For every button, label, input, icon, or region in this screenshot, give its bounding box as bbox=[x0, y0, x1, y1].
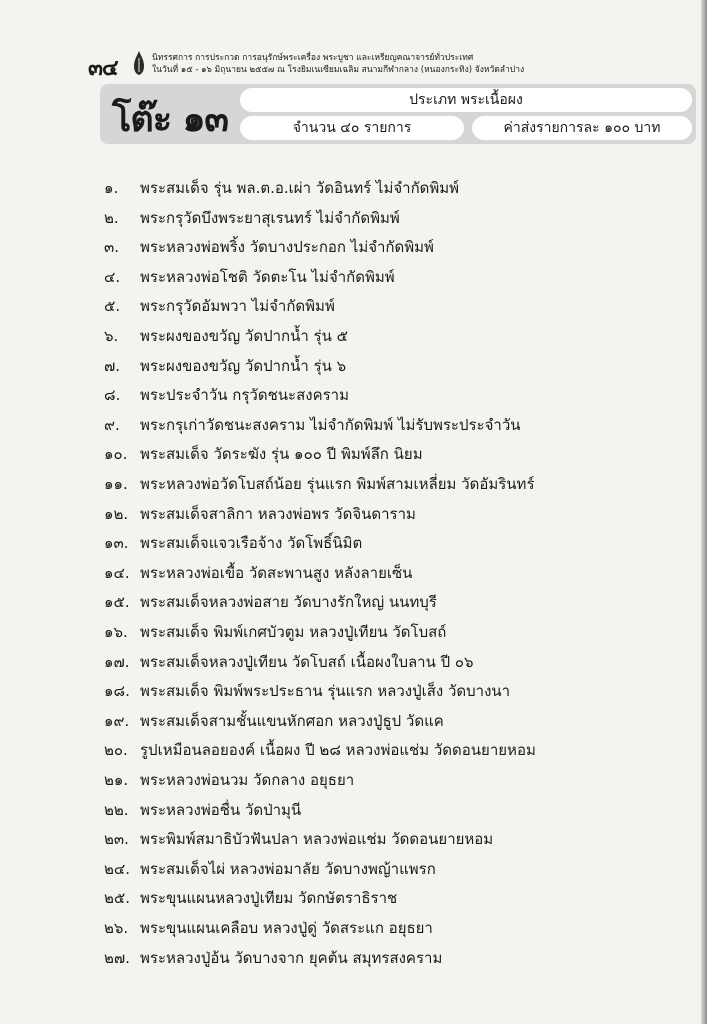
count-pill: จำนวน ๔๐ รายการ bbox=[240, 116, 464, 140]
table-info-box bbox=[100, 84, 696, 144]
item-text: พระหลวงพ่อโชติ วัดตะโน ไม่จำกัดพิมพ์ bbox=[140, 267, 395, 286]
category-pill: ประเภท พระเนื้อผง bbox=[240, 88, 692, 112]
item-number: ๑๙. bbox=[104, 711, 130, 730]
item-number: ๑๕. bbox=[104, 593, 130, 612]
item-text: พระหลวงปู่อ้น วัดบางจาก ยุคต้น สมุทรสงคราม bbox=[140, 948, 443, 967]
item-text: พระขุนแผนเคลือบ หลวงปู่ดู่ วัดสระแก อยุธยา bbox=[140, 919, 433, 937]
item-number: ๑๓. bbox=[104, 534, 129, 553]
item-text: พระสมเด็จไผ่ หลวงพ่อมาลัย วัดบางพญ้าแพรก bbox=[140, 859, 436, 878]
item-text: พระสมเด็จ พิมพ์เกศบัวตูม หลวงปู่เทียน วัดโบสถ์ bbox=[140, 623, 447, 641]
item-number: ๒๕. bbox=[104, 889, 131, 908]
item-number: ๗. bbox=[104, 356, 121, 375]
item-text: พระสมเด็จสามชั้นแขนหักศอก หลวงปู่ธูป วัดแค bbox=[140, 711, 444, 730]
page-edge-shadow bbox=[701, 0, 707, 1024]
item-text: รูปเหมือนลอยองค์ เนื้อผง ปี ๒๘ หลวงพ่อแช่ม วัดดอนยายหอม bbox=[140, 741, 536, 760]
item-number: ๑๑. bbox=[104, 475, 128, 493]
item-number: ๑๗. bbox=[104, 652, 130, 671]
item-text: พระสมเด็จสาลิกา หลวงพ่อพร วัดจินดาราม bbox=[140, 504, 416, 523]
item-number: ๕. bbox=[104, 297, 121, 316]
event-line-1: นิทรรศการ การประกวด การอนุรักษ์พระเครื่อง พระบูชา และเหรียญคณาจารย์ทั่วประเทศ bbox=[152, 53, 474, 63]
item-number: ๑๔. bbox=[104, 563, 130, 582]
item-text: พระหลวงพ่อวัดโบสถ์น้อย รุ่นแรก พิมพ์สามเหลี่ยม วัดอัมรินทร์ bbox=[140, 475, 535, 493]
emblem-icon bbox=[132, 50, 146, 76]
item-number: ๒๒. bbox=[104, 800, 129, 819]
item-text: พระประจำวัน กรุวัดชนะสงคราม bbox=[140, 386, 349, 405]
item-number: ๒๐. bbox=[104, 741, 128, 760]
fee-pill: ค่าส่งรายการละ ๑๐๐ บาท bbox=[472, 116, 692, 140]
item-number: ๘. bbox=[104, 386, 121, 405]
item-text: พระกรุเก่าวัดชนะสงคราม ไม่จำกัดพิมพ์ ไม่รับพระประจำวัน bbox=[140, 415, 521, 434]
item-number: ๒. bbox=[104, 208, 119, 227]
event-info bbox=[152, 52, 524, 76]
item-text: พระหลวงพ่อนวม วัดกลาง อยุธยา bbox=[140, 771, 355, 789]
item-text: พระกรุวัดบึงพระยาสุเรนทร์ ไม่จำกัดพิมพ์ bbox=[140, 208, 400, 227]
item-text: พระสมเด็จ รุ่น พล.ต.อ.เผ่า วัดอินทร์ ไม่จำกัดพิมพ์ bbox=[140, 179, 460, 197]
item-text: พระหลวงพ่อชื่น วัดป่ามุนี bbox=[140, 800, 302, 819]
item-number: ๒๓. bbox=[104, 830, 129, 849]
item-number: ๙. bbox=[104, 415, 120, 434]
table-label: โต๊ะ ๑๓ bbox=[112, 99, 229, 140]
item-number: ๒๗. bbox=[104, 948, 130, 967]
item-number: ๑๘. bbox=[104, 682, 130, 701]
item-text: พระผงของขวัญ วัดปากน้ำ รุ่น ๕ bbox=[140, 327, 348, 345]
item-number: ๔. bbox=[104, 267, 121, 286]
item-text: พระพิมพ์สมาธิบัวฟันปลา หลวงพ่อแช่ม วัดดอนยายหอม bbox=[140, 830, 494, 849]
item-number: ๑๖. bbox=[104, 623, 128, 641]
item-number: ๒๔. bbox=[104, 859, 131, 878]
item-text: พระผงของขวัญ วัดปากน้ำ รุ่น ๖ bbox=[140, 356, 347, 375]
page-number: ๓๔ bbox=[88, 56, 118, 81]
item-number: ๒๑. bbox=[104, 771, 129, 789]
item-number: ๖. bbox=[104, 327, 119, 345]
item-text: พระสมเด็จหลวงปู่เทียน วัดโบสถ์ เนื้อผงใบลาน ปี ๐๖ bbox=[140, 652, 474, 671]
item-text: พระกรุวัดอัมพวา ไม่จำกัดพิมพ์ bbox=[140, 297, 335, 316]
item-number: ๑. bbox=[104, 179, 119, 197]
page-header bbox=[88, 48, 688, 81]
item-number: ๑๒. bbox=[104, 504, 129, 523]
item-text: พระขุนแผนหลวงปู่เทียม วัดกษัตราธิราช bbox=[140, 889, 398, 908]
item-text: พระหลวงพ่อพริ้ง วัดบางประกอก ไม่จำกัดพิมพ์ bbox=[140, 238, 434, 257]
event-line-2: ในวันที่ ๑๕ - ๑๖ มิถุนายน ๒๕๕๗ ณ โรงยิมเนเซียมเฉลิม สนามกีฬากลาง (หนองกระทิง) จังหวัดลำปาง bbox=[152, 65, 525, 75]
item-text: พระสมเด็จแจวเรือจ้าง วัดโพธิ์นิมิต bbox=[140, 534, 363, 553]
item-number: ๑๐. bbox=[104, 445, 128, 464]
item-number: ๒๖. bbox=[104, 919, 129, 937]
item-text: พระสมเด็จ พิมพ์พระประธาน รุ่นแรก หลวงปู่เส็ง วัดบางนา bbox=[140, 682, 511, 701]
item-text: พระสมเด็จ วัดระฆัง รุ่น ๑๐๐ ปี พิมพ์ลึก นิยม bbox=[140, 445, 423, 464]
item-number: ๓. bbox=[104, 238, 120, 257]
item-text: พระหลวงพ่อเขื้อ วัดสะพานสูง หลังลายเซ็น bbox=[140, 563, 413, 582]
item-text: พระสมเด็จหลวงพ่อสาย วัดบางรักใหญ่ นนทบุรี bbox=[140, 593, 437, 612]
